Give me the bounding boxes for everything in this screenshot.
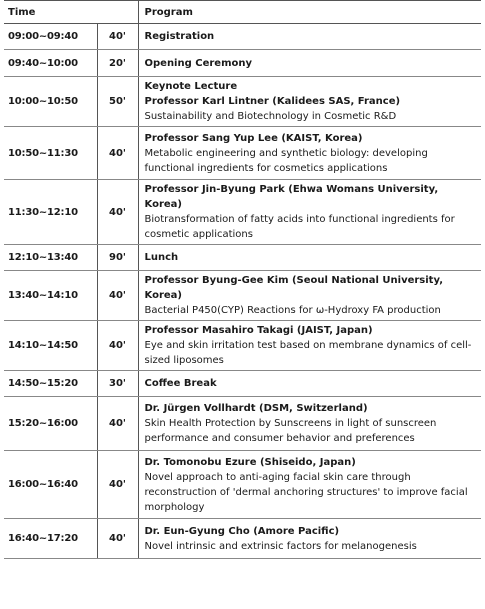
schedule-row [4,127,481,180]
program-title: Professor Sang Yup Lee (KAIST, Korea) [144,132,363,144]
program-detail: Novel intrinsic and extrinsic factors for melanogenesis [144,540,417,552]
time-slot: 16:40~17:20 [4,519,97,559]
time-slot: 13:40~14:10 [4,271,97,321]
program-title: Professor Jin-Byung Park (Ehwa Womans University, Korea) [144,184,439,210]
program-detail: Sustainability and Biotechnology in Cosmetic R&D [144,111,397,122]
time-slot: 09:00~09:40 [4,24,97,50]
schedule-row [4,519,481,559]
time-slot: 14:50~15:20 [4,371,97,397]
program-title: Keynote Lecture Professor Karl Lintner (Kalidees SAS, France) [144,81,401,107]
duration: 40' [97,127,138,180]
time-slot: 14:10~14:50 [4,321,97,371]
duration: 40' [97,24,138,50]
time-slot: 09:40~10:00 [4,50,97,77]
schedule-row [4,24,481,50]
program-detail: Metabolic engineering and synthetic biology: developing functional ingredients for cosmetics applications [144,147,428,174]
program-detail: Skin Health Protection by Sunscreens in light of sunscreen performance and consumer behavior and preferences [144,418,437,444]
duration: 20' [97,50,138,77]
schedule-row [4,77,481,127]
program-title: Coffee Break [144,378,217,389]
program-cell [138,397,481,451]
time-slot: 10:50~11:30 [4,127,97,180]
time-slot: 11:30~12:10 [4,180,97,245]
program-title: Registration [144,31,215,42]
program-cell [138,24,481,50]
duration: 40' [97,451,138,519]
time-header: Time [4,1,97,24]
program-title: Professor Masahiro Takagi (JAIST, Japan) [144,325,373,336]
schedule-row [4,321,481,371]
duration: 40' [97,271,138,321]
schedule-row [4,371,481,397]
time-slot: 10:00~10:50 [4,77,97,127]
schedule-row [4,451,481,519]
program-title: Dr. Tomonobu Ezure (Shiseido, Japan) [144,456,356,468]
program-title: Opening Ceremony [144,57,253,69]
program-detail: Bacterial P450(CYP) Reactions for ω-Hydroxy FA production [144,305,441,316]
program-title: Dr. Jürgen Vollhardt (DSM, Switzerland) [144,403,368,414]
program-title: Lunch [144,252,179,263]
schedule-row [4,50,481,77]
program-cell [138,245,481,271]
program-header: Program [138,1,481,24]
program-cell [138,271,481,321]
program-schedule-table [4,0,481,559]
schedule-row [4,397,481,451]
schedule-row [4,271,481,321]
program-cell [138,180,481,245]
program-detail: Biotransformation of fatty acids into functional ingredients for cosmetic applications [144,214,455,240]
duration: 40' [97,180,138,245]
duration: 30' [97,371,138,397]
schedule-row [4,245,481,271]
time-slot: 15:20~16:00 [4,397,97,451]
program-cell [138,451,481,519]
program-title: Dr. Eun-Gyung Cho (Amore Pacific) [144,525,340,537]
duration: 40' [97,321,138,371]
program-cell [138,371,481,397]
header-row [4,1,481,24]
time-slot: 12:10~13:40 [4,245,97,271]
program-cell [138,77,481,127]
duration-header [97,1,138,24]
program-cell [138,127,481,180]
duration: 50' [97,77,138,127]
time-slot: 16:00~16:40 [4,451,97,519]
schedule-body [4,24,481,559]
schedule-row [4,180,481,245]
program-cell [138,519,481,559]
program-detail: Eye and skin irritation test based on membrane dynamics of cell-sized liposomes [144,340,472,366]
duration: 40' [97,519,138,559]
duration: 40' [97,397,138,451]
program-cell [138,50,481,77]
program-detail: Novel approach to anti-aging facial skin care through reconstruction of 'dermal anchoring structures' to improve facial morphology [144,471,468,513]
program-title: Professor Byung-Gee Kim (Seoul National University, Korea) [144,275,443,301]
duration: 90' [97,245,138,271]
program-cell [138,321,481,371]
